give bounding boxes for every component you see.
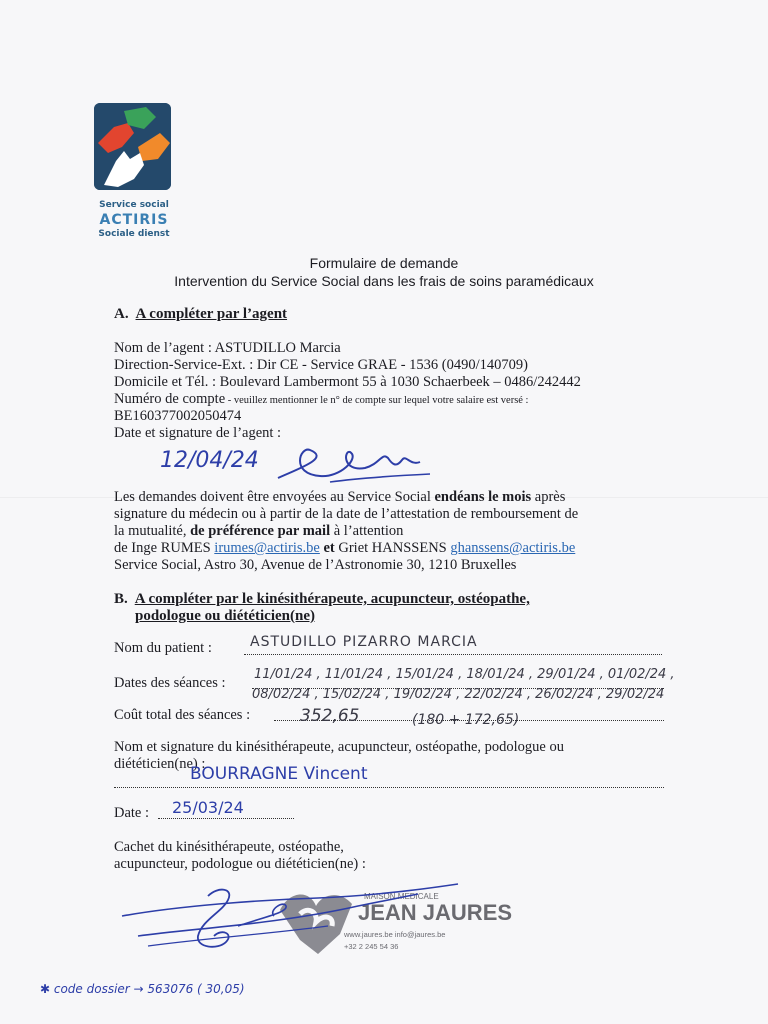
patient-name-handwritten: ASTUDILLO PIZARRO MARCIA	[250, 634, 478, 650]
instructions-deadline: endéans le mois	[434, 489, 532, 505]
practitioner-dotted-line	[114, 787, 664, 788]
practitioner-name-handwritten: BOURRAGNE Vincent	[190, 764, 368, 784]
instructions-line-1-c: après	[531, 489, 566, 505]
instructions-line-1-a: Les demandes doivent être envoyées au Service Social	[114, 489, 435, 505]
logo-line-2: ACTIRIS	[99, 212, 169, 228]
account-label: Numéro de compte	[114, 391, 226, 407]
agent-signature	[270, 438, 440, 488]
stamp-label-1: Cachet du kinésithérapeute, ostéopathe,	[114, 839, 344, 855]
form-title: Formulaire de demande	[309, 255, 459, 271]
instructions-line-3-c: à l’attention	[330, 523, 404, 539]
stamp-line-1: MAISON MEDICALE	[364, 892, 439, 901]
footer-note: ✱ code dossier → 563076 ( 30,05)	[40, 982, 245, 996]
section-a-heading	[114, 306, 287, 323]
stamp-line-3: www.jaures.be info@jaures.be	[344, 930, 446, 939]
logo-line-3: Sociale dienst	[98, 229, 170, 239]
dates-label: Dates des séances :	[114, 675, 226, 691]
practitioner-label-2: diététicien(ne) :	[114, 756, 206, 772]
instructions-and: et	[319, 540, 339, 556]
dates-row-1: 11/01/24 , 11/01/24 , 15/01/24 , 18/01/24 , 29/01/24 , 01/02/24 ,	[254, 667, 675, 682]
practitioner-signature	[118, 876, 468, 966]
section-a-title: A compléter par l’agent	[135, 306, 288, 322]
instructions-line-4-c: Griet HANSSENS	[338, 540, 451, 556]
section-b-heading-2	[135, 608, 315, 625]
instructions-line-4	[114, 541, 575, 556]
date-handwritten: 25/03/24	[172, 798, 244, 817]
instructions-line-3	[114, 524, 403, 539]
instructions-line-3-a: la mutualité,	[114, 523, 191, 539]
date-dotted-line	[158, 818, 294, 819]
practitioner-label-1: Nom et signature du kinésithérapeute, acupuncteur, ostéopathe, podologue ou	[114, 739, 564, 755]
logo-line-1: Service social	[99, 200, 169, 210]
agent-domicile: Domicile et Tél. : Boulevard Lambermont 55 à 1030 Schaerbeek – 0486/242442	[114, 374, 581, 390]
form-subtitle: Intervention du Service Social dans les frais de soins paramédicaux	[174, 273, 594, 289]
date-label: Date :	[114, 805, 150, 821]
stamp-line-2: JEAN JAURES	[358, 900, 513, 925]
section-b-title-2: podologue ou diététicien(ne)	[135, 608, 315, 624]
stamp-line-4: +32 2 245 54 36	[344, 942, 399, 951]
total-value: 352,65	[300, 706, 360, 726]
section-b-letter: B.	[114, 591, 128, 607]
agent-name: Nom de l’agent : ASTUDILLO Marcia	[114, 340, 341, 356]
account-number: BE160377002050474	[114, 408, 242, 424]
account-line	[114, 392, 528, 407]
email-link-irumes[interactable]: irumes@actiris.be	[214, 540, 320, 556]
agent-date-signature-label: Date et signature de l’agent :	[114, 425, 282, 441]
instructions-line-2: signature du médecin ou à partir de la date de l’attestation de remboursement de	[114, 506, 579, 522]
agent-handwritten-date: 12/04/24	[160, 448, 259, 473]
actiris-logo	[94, 103, 171, 190]
section-a-letter: A.	[114, 306, 129, 322]
dates-row-2: 08/02/24 , 15/02/24 , 19/02/24 , 22/02/24 , 26/02/24 , 29/02/24	[252, 687, 665, 702]
instructions-preference: de préférence par mail	[190, 523, 331, 539]
total-label: Coût total des séances :	[114, 707, 251, 723]
email-link-ghanssens[interactable]: ghanssens@actiris.be	[450, 540, 576, 556]
total-breakdown: (180 + 172,65)	[412, 712, 520, 728]
patient-dotted-line	[244, 654, 662, 655]
section-b-title-1: A compléter par le kinésithérapeute, acupuncteur, ostéopathe,	[134, 591, 530, 607]
instructions-line-5: Service Social, Astro 30, Avenue de l’Astronomie 30, 1210 Bruxelles	[114, 557, 517, 573]
actiris-logo-text	[86, 201, 182, 239]
section-b-heading	[114, 591, 530, 608]
instructions-line-4-a: de Inge RUMES	[114, 540, 215, 556]
account-note: - veuillez mentionner le n° de compte sur lequel votre salaire est versé :	[225, 395, 529, 406]
patient-label: Nom du patient :	[114, 640, 212, 656]
agent-direction: Direction-Service-Ext. : Dir CE - Service GRAE - 1536 (0490/140709)	[114, 357, 528, 373]
instructions-line-1	[114, 490, 565, 505]
stamp-label-2: acupuncteur, podologue ou diététicien(ne) :	[114, 856, 366, 872]
